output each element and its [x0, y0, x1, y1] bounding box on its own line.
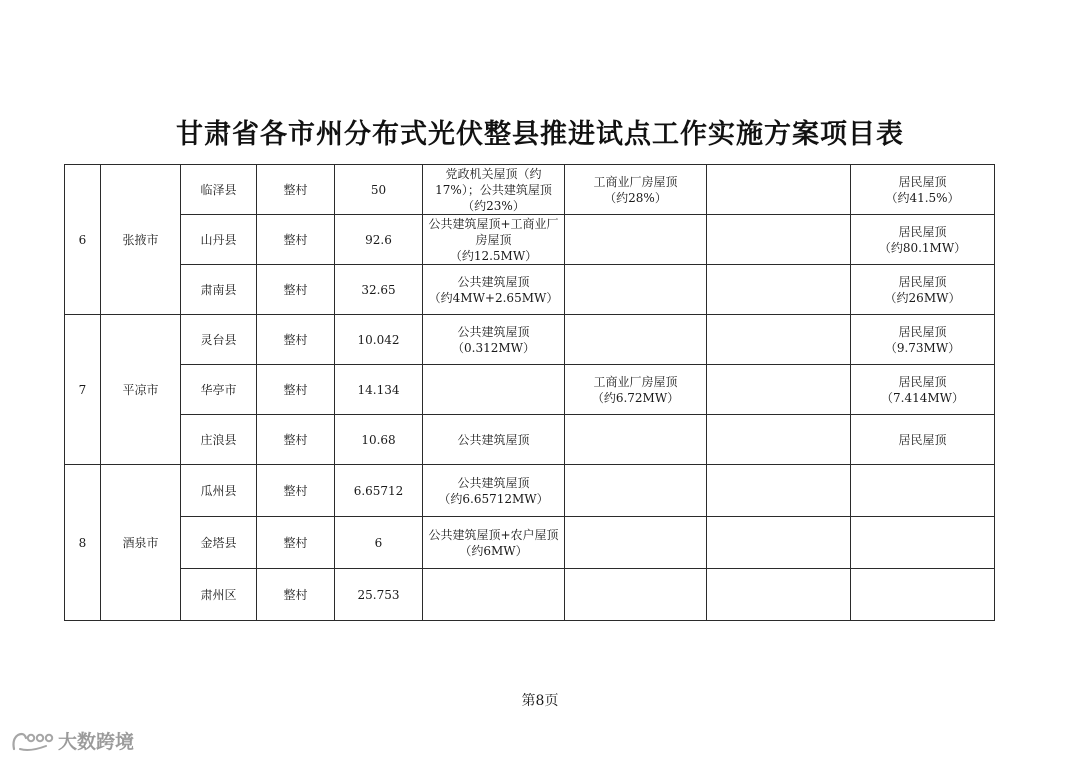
- group-index: 8: [65, 465, 101, 621]
- county-name: 华亭市: [181, 365, 257, 415]
- scope-cell: 整村: [257, 165, 335, 215]
- capacity-cell: 14.134: [335, 365, 423, 415]
- county-name: 金塔县: [181, 517, 257, 569]
- table-row: [65, 165, 995, 215]
- public-roof-cell: 公共建筑屋顶+工商业厂房屋顶 （约12.5MW）: [423, 215, 565, 265]
- industrial-roof-cell: [565, 315, 707, 365]
- industrial-roof-cell: [565, 465, 707, 517]
- residential-roof-cell: 居民屋顶: [851, 415, 995, 465]
- residential-roof-cell: 居民屋顶 （9.73MW）: [851, 315, 995, 365]
- other-roof-cell: [707, 465, 851, 517]
- capacity-cell: 10.68: [335, 415, 423, 465]
- city-name: 平凉市: [101, 315, 181, 465]
- industrial-roof-cell: 工商业厂房屋顶 （约28%）: [565, 165, 707, 215]
- county-name: 肃州区: [181, 569, 257, 621]
- scope-cell: 整村: [257, 569, 335, 621]
- public-roof-cell: [423, 569, 565, 621]
- county-name: 庄浪县: [181, 415, 257, 465]
- industrial-roof-cell: [565, 265, 707, 315]
- other-roof-cell: [707, 265, 851, 315]
- other-roof-cell: [707, 415, 851, 465]
- scope-cell: 整村: [257, 215, 335, 265]
- table-row: [65, 517, 995, 569]
- public-roof-cell: [423, 365, 565, 415]
- project-table: [64, 164, 995, 621]
- table-row: [65, 465, 995, 517]
- table-row: [65, 315, 995, 365]
- public-roof-cell: 公共建筑屋顶 （0.312MW）: [423, 315, 565, 365]
- residential-roof-cell: [851, 465, 995, 517]
- county-name: 临泽县: [181, 165, 257, 215]
- capacity-cell: 50: [335, 165, 423, 215]
- capacity-cell: 32.65: [335, 265, 423, 315]
- public-roof-cell: 公共建筑屋顶 （约4MW+2.65MW）: [423, 265, 565, 315]
- county-name: 灵台县: [181, 315, 257, 365]
- public-roof-cell: 公共建筑屋顶: [423, 415, 565, 465]
- capacity-cell: 10.042: [335, 315, 423, 365]
- scope-cell: 整村: [257, 415, 335, 465]
- watermark: [10, 727, 134, 754]
- capacity-cell: 25.753: [335, 569, 423, 621]
- scope-cell: 整村: [257, 465, 335, 517]
- public-roof-cell: 党政机关屋顶（约17%）；公共建筑屋顶（约23%）: [423, 165, 565, 215]
- residential-roof-cell: 居民屋顶 （约26MW）: [851, 265, 995, 315]
- residential-roof-cell: 居民屋顶 （约41.5%）: [851, 165, 995, 215]
- table-row: [65, 365, 995, 415]
- capacity-cell: 92.6: [335, 215, 423, 265]
- other-roof-cell: [707, 165, 851, 215]
- scope-cell: 整村: [257, 315, 335, 365]
- public-roof-cell: 公共建筑屋顶+农户屋顶 （约6MW）: [423, 517, 565, 569]
- industrial-roof-cell: [565, 415, 707, 465]
- table-row: [65, 569, 995, 621]
- industrial-roof-cell: 工商业厂房屋顶 （约6.72MW）: [565, 365, 707, 415]
- group-index: 7: [65, 315, 101, 465]
- table-row: [65, 265, 995, 315]
- residential-roof-cell: [851, 517, 995, 569]
- other-roof-cell: [707, 315, 851, 365]
- capacity-cell: 6: [335, 517, 423, 569]
- public-roof-cell: 公共建筑屋顶 （约6.65712MW）: [423, 465, 565, 517]
- industrial-roof-cell: [565, 517, 707, 569]
- county-name: 肃南县: [181, 265, 257, 315]
- county-name: 山丹县: [181, 215, 257, 265]
- scope-cell: 整村: [257, 265, 335, 315]
- table-row: [65, 415, 995, 465]
- watermark-text: 大数跨境: [58, 731, 135, 753]
- other-roof-cell: [707, 517, 851, 569]
- residential-roof-cell: [851, 569, 995, 621]
- other-roof-cell: [707, 215, 851, 265]
- page-number: 第8页: [521, 693, 559, 709]
- watermark-logo-icon: [10, 729, 54, 753]
- industrial-roof-cell: [565, 215, 707, 265]
- other-roof-cell: [707, 569, 851, 621]
- residential-roof-cell: 居民屋顶 （约80.1MW）: [851, 215, 995, 265]
- other-roof-cell: [707, 365, 851, 415]
- city-name: 张掖市: [101, 165, 181, 315]
- city-name: 酒泉市: [101, 465, 181, 621]
- capacity-cell: 6.65712: [335, 465, 423, 517]
- table-row: [65, 215, 995, 265]
- county-name: 瓜州县: [181, 465, 257, 517]
- scope-cell: 整村: [257, 517, 335, 569]
- industrial-roof-cell: [565, 569, 707, 621]
- residential-roof-cell: 居民屋顶 （7.414MW）: [851, 365, 995, 415]
- scope-cell: 整村: [257, 365, 335, 415]
- document-title: 甘肃省各市州分布式光伏整县推进试点工作实施方案项目表: [176, 119, 904, 150]
- group-index: 6: [65, 165, 101, 315]
